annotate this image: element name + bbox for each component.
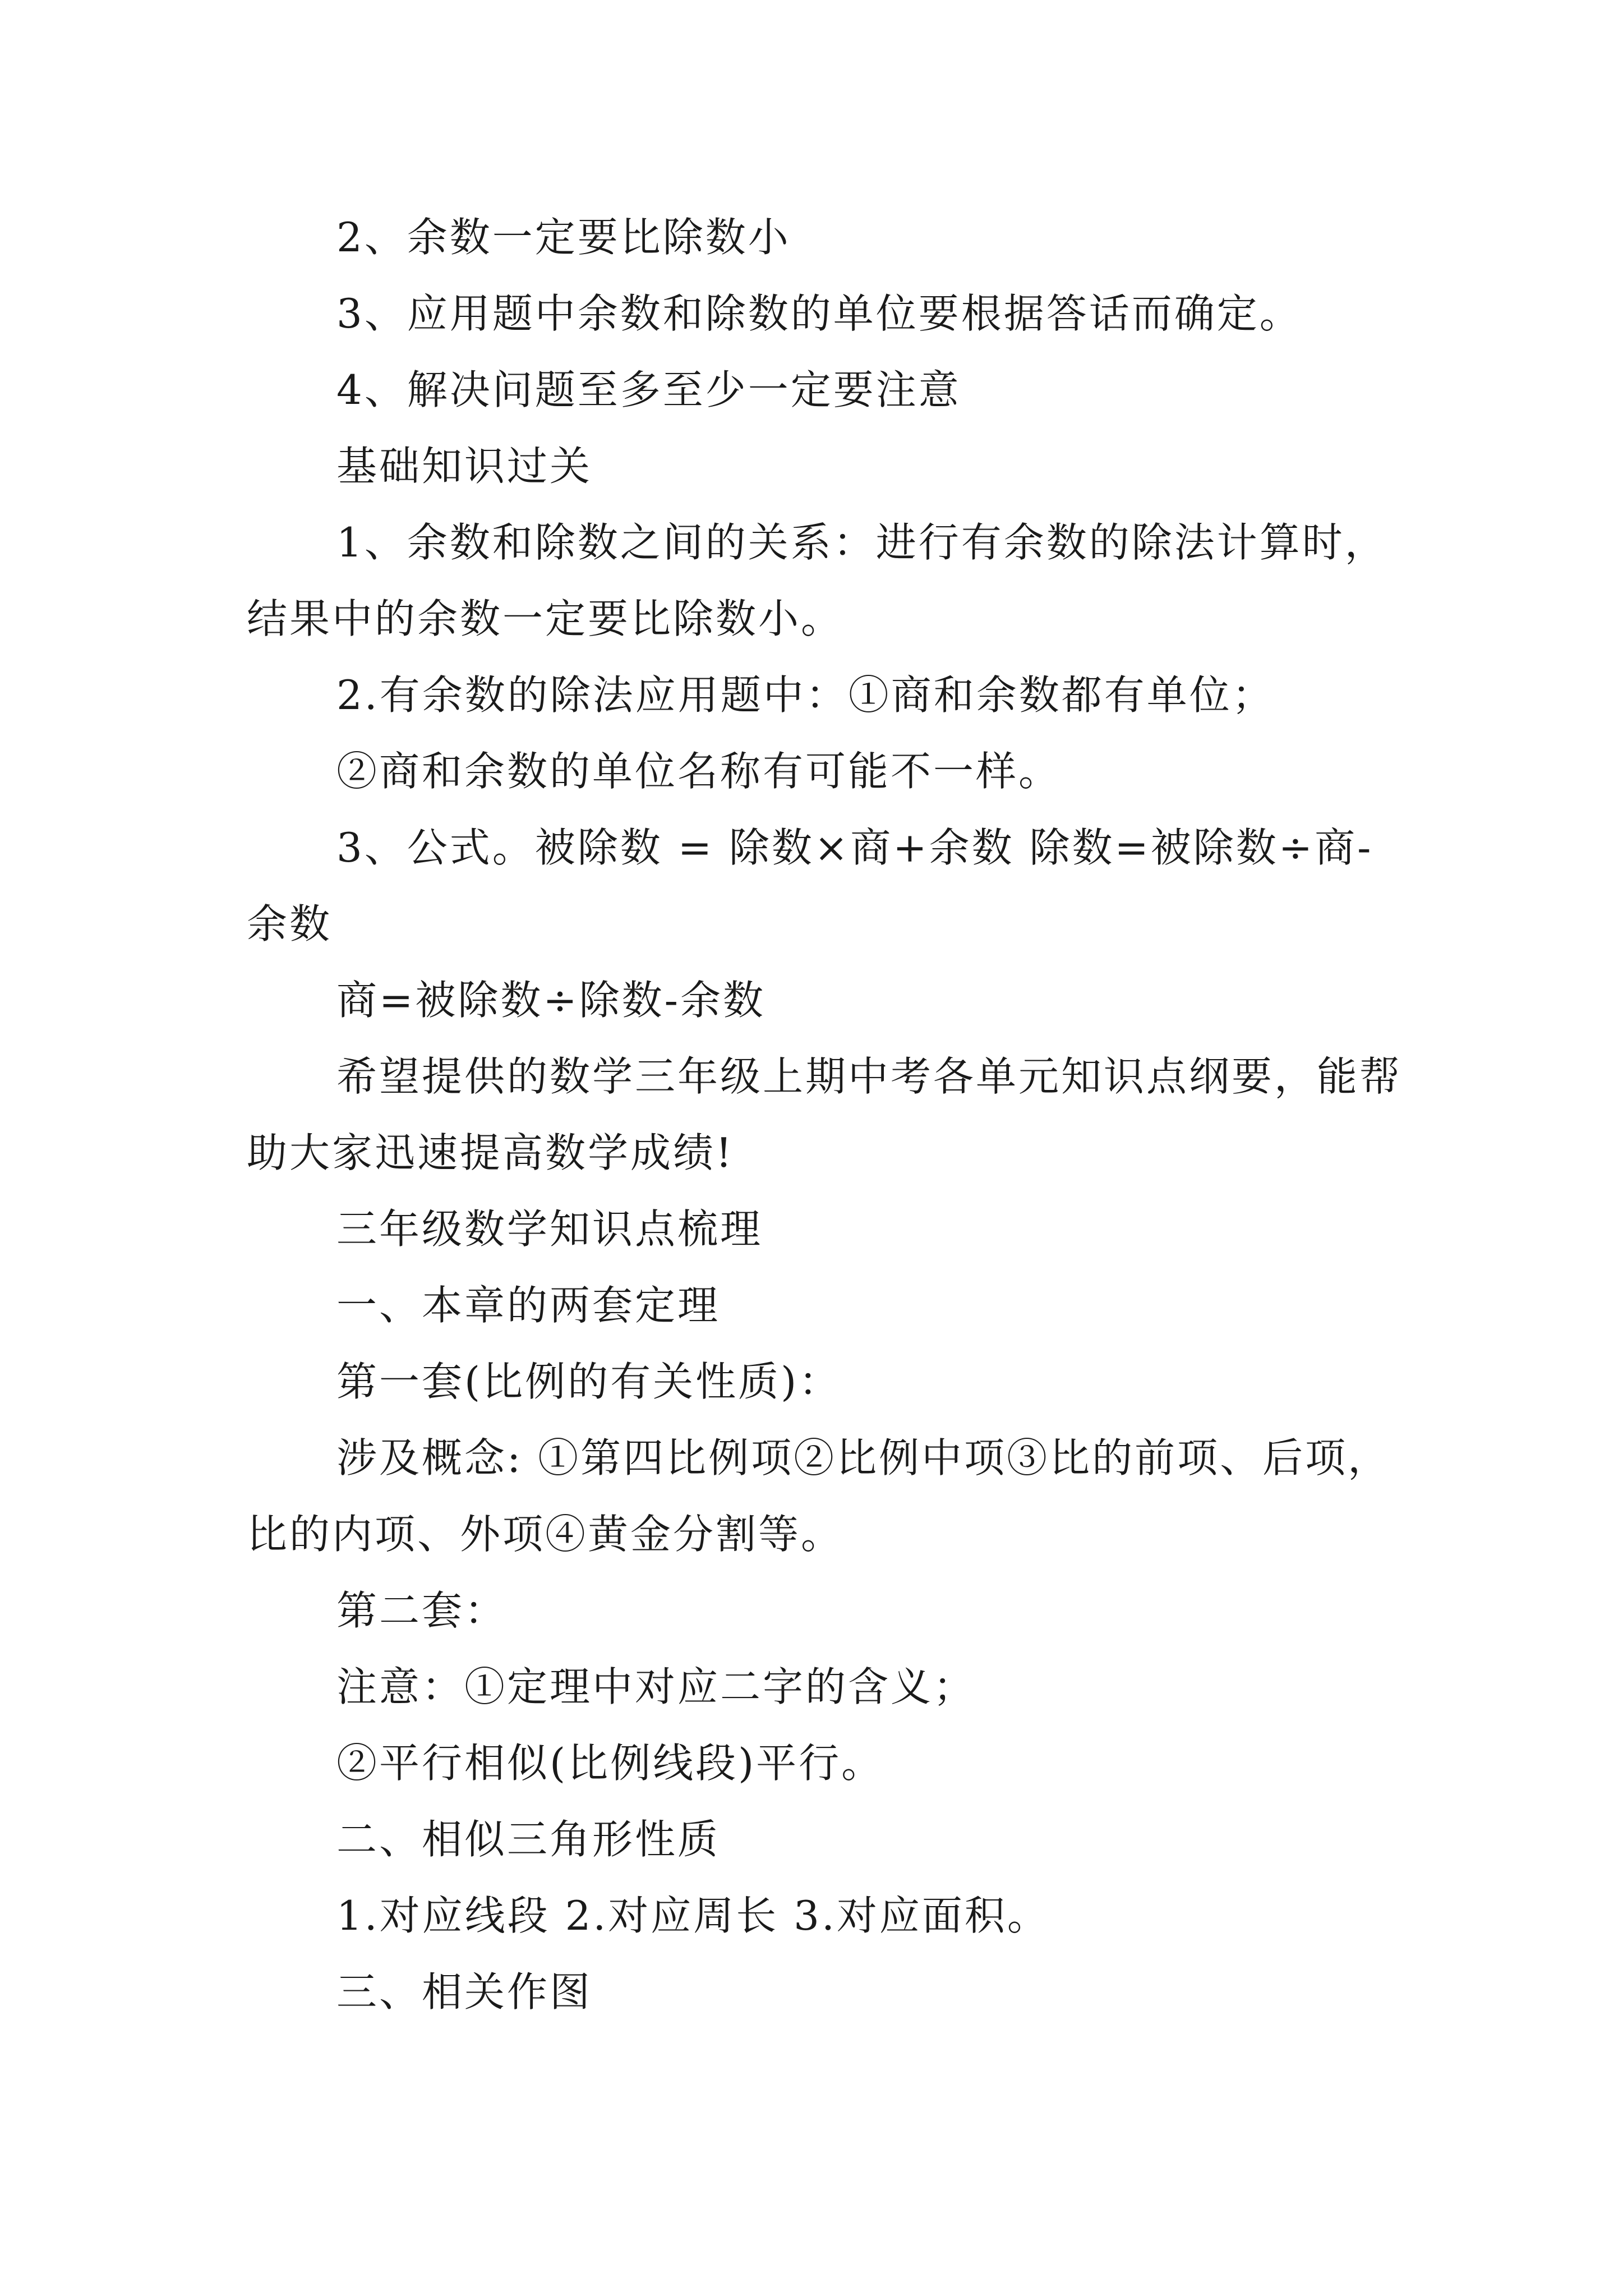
- paragraph: 2.有余数的除法应用题中：①商和余数都有单位；: [336, 671, 1275, 719]
- paragraph: ②平行相似(比例线段)平行。: [336, 1740, 884, 1787]
- paragraph: 希望提供的数学三年级上期中考各单元知识点纲要，能帮助大家迅速提高数学成绩!: [247, 1053, 1403, 1176]
- paragraph: ②商和余数的单位名称有可能不一样。: [336, 748, 1062, 795]
- paragraph: 1.对应线段 2.对应周长 3.对应面积。: [336, 1892, 1050, 1939]
- paragraph: 1、余数和除数之间的关系：进行有余数的除法计算时，结果中的余数一定要比除数小。: [247, 519, 1387, 642]
- paragraph: 4、解决问题至多至少一定要注意: [336, 366, 961, 413]
- section-heading: 基础知识过关: [336, 443, 593, 490]
- section-heading: 三年级数学知识点梳理: [336, 1205, 763, 1253]
- formula-paragraph: 商=被除数÷除数-余数: [336, 977, 766, 1024]
- paragraph: 2、余数一定要比除数小: [336, 214, 791, 261]
- document-body: [247, 199, 1408, 2030]
- paragraph: 3、应用题中余数和除数的单位要根据答话而确定。: [336, 290, 1302, 337]
- paragraph: 第二套：: [336, 1587, 508, 1634]
- section-heading: 三、相关作图: [336, 1968, 593, 2016]
- section-heading: 一、本章的两套定理: [336, 1282, 721, 1329]
- section-heading: 二、相似三角形性质: [336, 1816, 721, 1863]
- paragraph: 第一套(比例的有关性质)：: [336, 1358, 842, 1405]
- paragraph: 注意：①定理中对应二字的含义；: [336, 1663, 976, 1710]
- formula-paragraph: 3、公式。被除数 = 除数×商+余数 除数=被除数÷商-余数: [247, 824, 1373, 947]
- paragraph: 涉及概念: ①第四比例项②比例中项③比的前项、后项，比的内项、外项④黄金分割等。: [247, 1434, 1391, 1558]
